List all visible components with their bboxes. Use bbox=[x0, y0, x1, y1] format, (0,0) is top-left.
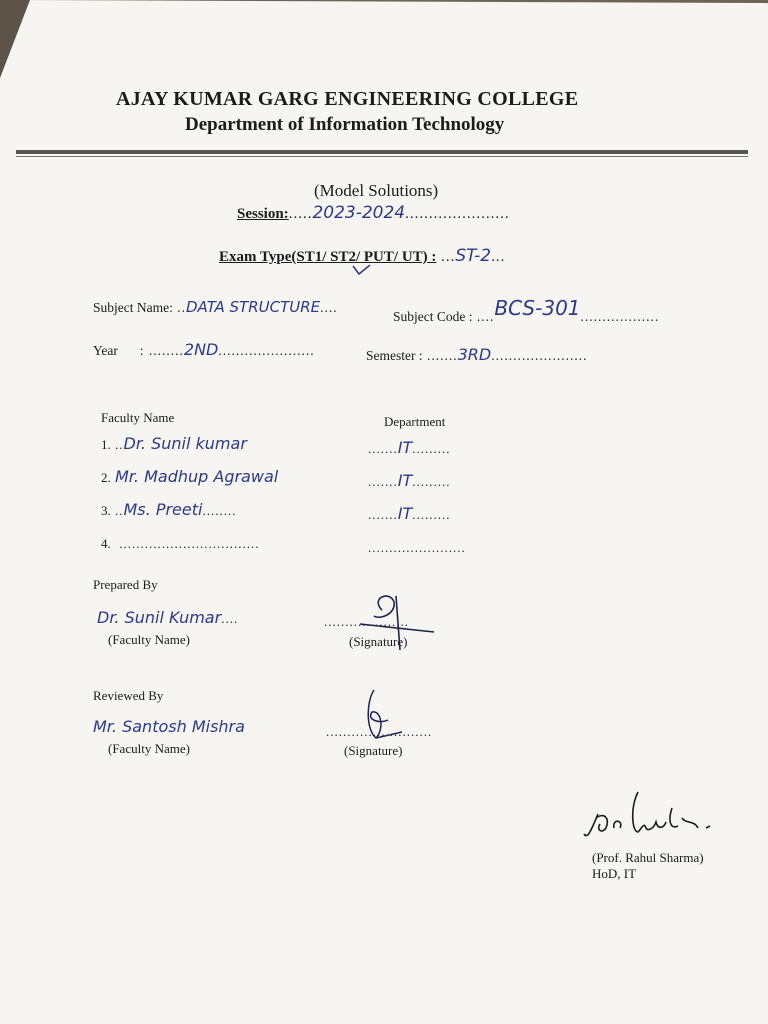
faculty-name: Dr. Sunil kumar bbox=[123, 434, 247, 453]
faculty-dept: .......IT......... bbox=[368, 438, 451, 457]
prepared-faculty-caption: (Faculty Name) bbox=[108, 632, 190, 647]
hod-signature-icon bbox=[582, 788, 722, 844]
prepared-signature-caption: (Signature) bbox=[349, 634, 408, 649]
prepared-sign-dots: .................... bbox=[324, 614, 409, 629]
subject-name-line: Subject Name: ..DATA STRUCTURE.... bbox=[93, 298, 338, 316]
faculty-row: 3. ..Ms. Preeti........ bbox=[101, 500, 237, 519]
semester-label: Semester : bbox=[366, 348, 423, 363]
row-number: 4. bbox=[101, 536, 111, 551]
faculty-name: Mr. Madhup Agrawal bbox=[115, 467, 279, 486]
faculty-row: 4. ................................. bbox=[101, 536, 260, 551]
department-name: Department of Information Technology bbox=[185, 114, 505, 135]
tick-mark-icon bbox=[352, 264, 372, 276]
reviewed-sign-dots: ......................... bbox=[326, 724, 433, 739]
faculty-dept: .......IT......... bbox=[368, 504, 451, 523]
dept-value: IT bbox=[397, 471, 413, 490]
faculty-dept: ....................... bbox=[368, 540, 466, 555]
subject-name-label: Subject Name: bbox=[93, 300, 173, 315]
doc-subtitle: (Model Solutions) bbox=[314, 181, 439, 200]
exam-type-label: Exam Type(ST1/ ST2/ PUT/ UT) : bbox=[219, 249, 437, 265]
college-name: AJAY KUMAR GARG ENGINEERING COLLEGE bbox=[116, 88, 579, 110]
session-label: Session: bbox=[237, 206, 289, 222]
prepared-name-line: Dr. Sunil Kumar.... bbox=[97, 608, 239, 627]
faculty-dept: .......IT......... bbox=[368, 471, 451, 490]
exam-type-value: ST-2 bbox=[455, 246, 492, 266]
subject-code-line: Subject Code : ....BCS-301.................. bbox=[393, 296, 660, 324]
year-value: 2ND bbox=[183, 340, 219, 359]
faculty-row bbox=[101, 467, 278, 486]
hod-title: HoD, IT bbox=[592, 866, 637, 881]
row-number: 2. bbox=[101, 470, 111, 485]
faculty-name: Ms. Preeti bbox=[123, 500, 203, 519]
reviewed-name-line bbox=[93, 717, 245, 737]
header-rule-thin bbox=[16, 156, 748, 157]
exam-type-line: Exam Type(ST1/ ST2/ PUT/ UT) : ...ST-2... bbox=[219, 246, 506, 266]
folded-corner bbox=[0, 0, 30, 78]
reviewed-faculty-caption: (Faculty Name) bbox=[108, 741, 190, 756]
reviewed-signature-caption: (Signature) bbox=[344, 743, 403, 758]
reviewed-by-label: Reviewed By bbox=[93, 688, 164, 703]
subject-code-value: BCS-301 bbox=[494, 296, 581, 320]
dept-value: IT bbox=[397, 504, 413, 523]
signature-icon bbox=[360, 590, 440, 660]
subject-name-value: DATA STRUCTURE bbox=[185, 298, 321, 316]
prepared-by-label: Prepared By bbox=[93, 577, 158, 592]
row-number: 3. bbox=[101, 503, 111, 518]
session-line: Session:.....2023-2024...................... bbox=[237, 203, 510, 223]
faculty-name-header: Faculty Name bbox=[101, 410, 175, 425]
year-line: Year : ........2ND...................... bbox=[93, 340, 315, 359]
dept-value: IT bbox=[397, 438, 413, 457]
subject-code-label: Subject Code : bbox=[393, 309, 473, 324]
prepared-name: Dr. Sunil Kumar bbox=[97, 608, 222, 627]
faculty-row: 1. ..Dr. Sunil kumar bbox=[101, 434, 247, 453]
semester-value: 3RD bbox=[457, 345, 492, 364]
reviewed-name: Mr. Santosh Mishra bbox=[93, 717, 245, 736]
year-label: Year bbox=[93, 343, 118, 358]
semester-line: Semester : .......3RD...................... bbox=[366, 345, 588, 364]
session-value: 2023-2024 bbox=[312, 203, 406, 223]
header-rule bbox=[16, 150, 748, 154]
department-header: Department bbox=[384, 414, 446, 429]
signature-icon bbox=[362, 690, 422, 750]
hod-name: (Prof. Rahul Sharma) bbox=[592, 850, 704, 865]
row-number: 1. bbox=[101, 437, 111, 452]
